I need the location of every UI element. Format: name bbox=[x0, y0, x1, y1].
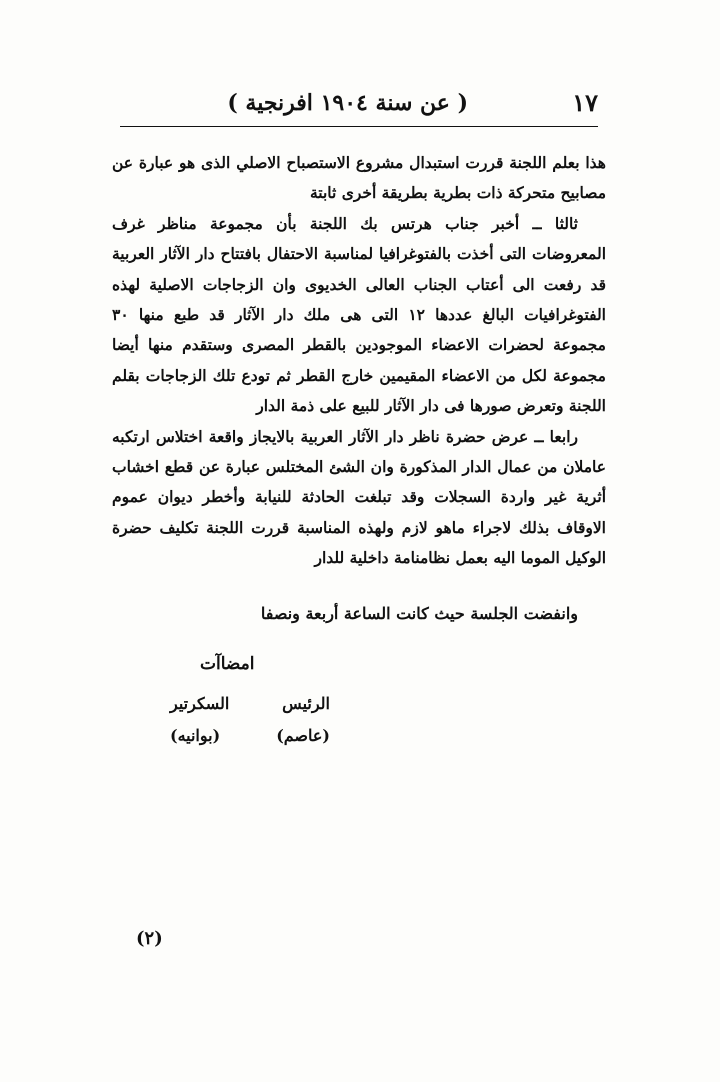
page-number: ١٧ bbox=[572, 88, 598, 117]
header-rule bbox=[120, 126, 598, 127]
page-header bbox=[120, 88, 598, 122]
closing-line: وانفضت الجلسة حيث كانت الساعة أربعة ونصفا bbox=[260, 604, 578, 623]
title-president: الرئيس bbox=[282, 694, 330, 713]
name-secretary: (بوانيه) bbox=[170, 726, 221, 745]
running-title: ( عن سنة ١٩٠٤ افرنجية ) bbox=[227, 90, 468, 116]
signature-mark: (٢) bbox=[136, 928, 163, 949]
signatures-heading: امضاآت bbox=[200, 654, 255, 674]
paragraph-electric-lighting: هذا بعلم اللجنة قررت استبدال مشروع الاستصباح الاصلي الذى هو عبارة عن مصابيح متحركة ذات بطرية بطريقة أخرى ثابتة bbox=[112, 153, 606, 203]
title-secretary: السكرتير bbox=[170, 694, 230, 713]
paragraph-fourth-embezzlement: رابعا ــ عرض حضرة ناظر دار الآثار العربية بالايجاز واقعة اختلاس ارتكبه عاملان من عمال الدار المذكورة وان الشئ المختلس عبارة عن قطع اخشاب أثرية غير واردة السجلات وقد تبلغت الحادثة للنيابة وأخطر ديوان عموم الاوقاف بذلك لاجراء ماهو لازم ولهذه المناسبة قررت اللجنة تكليف حضرة الوكيل الموما اليه بعمل نظامنامة داخلية للدار bbox=[112, 426, 606, 568]
name-president: (عاصم) bbox=[276, 726, 330, 745]
signature-names bbox=[170, 726, 330, 745]
signature-titles bbox=[170, 694, 330, 713]
body-text bbox=[112, 148, 606, 574]
paragraph-third-photographs: ثالثا ــ أخبر جناب هرتس بك اللجنة بأن مجموعة مناظر غرف المعروضات التى أخذت بالفتوغرافيا لمناسبة الاحتفال بافتتاح دار الآثار العربية قد رفعت الى أعتاب الجناب العالى الخديوى وان الزجاجات الاصلية لهذه الفتوغرافيات البالغ عددها ١٢ التى هى ملك دار الآثار قد طبع منها ٣٠ مجموعة لحضرات الاعضاء الموجودين بالقطر المصرى وستقدم منها أيضا مجموعة لكل من الاعضاء المقيمين خارج القطر ثم تودع تلك الزجاجات بقلم اللجنة وتعرض صورها فى دار الآثار للبيع على ذمة الدار bbox=[112, 213, 606, 416]
